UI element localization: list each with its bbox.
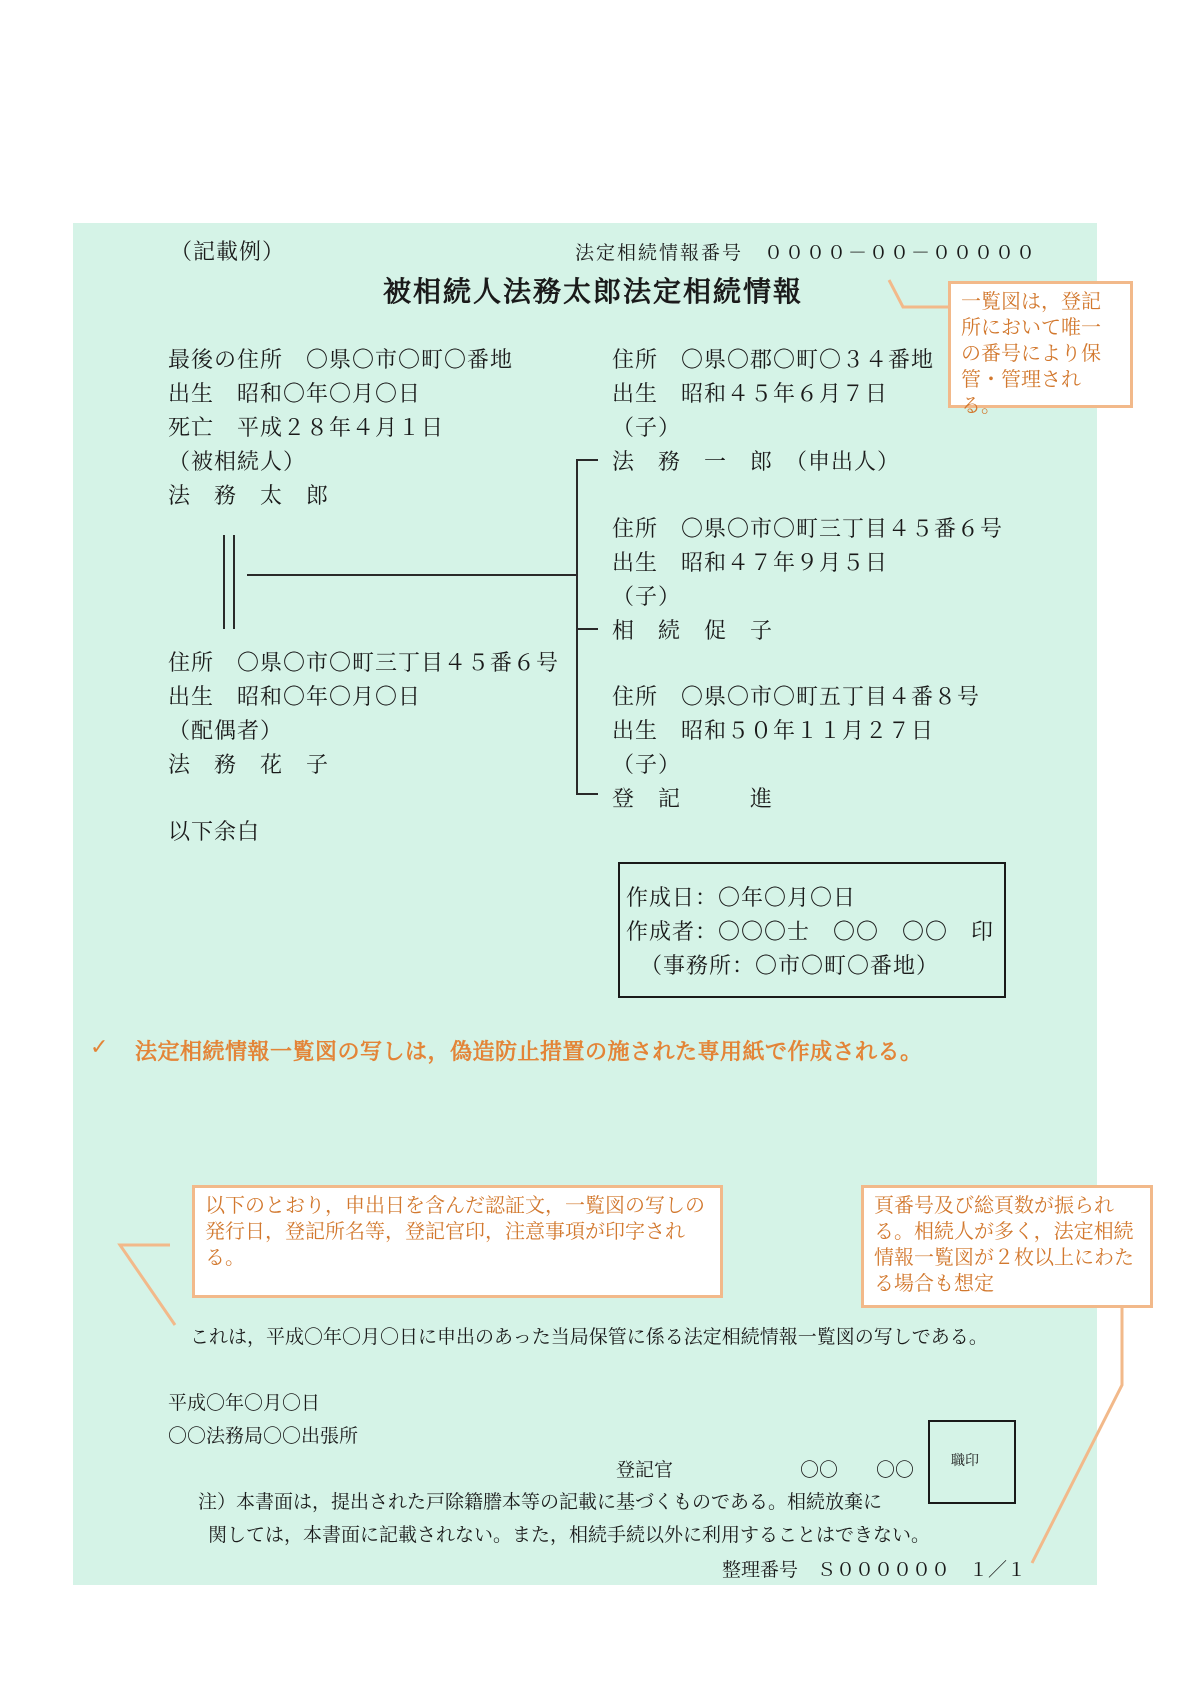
child1-address: 住所 〇県〇郡〇町〇３４番地 [612, 348, 935, 373]
registry-office: 〇〇法務局〇〇出張所 [168, 1425, 359, 1447]
child3-address: 住所 〇県〇市〇町五丁目４番８号 [612, 685, 981, 710]
right-callout-leader [1032, 1307, 1122, 1563]
child1-name: 法 務 一 郎 （申出人） [612, 450, 901, 475]
creator-office: （事務所：〇市〇町〇番地） [640, 954, 940, 979]
decedent-birth: 出生 昭和〇年〇月〇日 [168, 382, 422, 407]
decedent-address: 最後の住所 〇県〇市〇町〇番地 [168, 348, 514, 373]
issue-date: 平成〇年〇月〇日 [168, 1392, 321, 1414]
decedent-name: 法 務 太 郎 [168, 484, 330, 509]
document-title: 被相続人法務太郎法定相続情報 [383, 275, 804, 308]
registrar-name: 〇〇 〇〇 [800, 1459, 915, 1481]
example-label: （記載例） [170, 240, 286, 265]
info-number: 法定相続情報番号 ００００－００－０００００ [575, 242, 1038, 264]
child2-relation: （子） [612, 585, 682, 610]
registrar-label: 登記官 [616, 1459, 674, 1481]
decedent-death: 死亡 平成２８年４月１日 [168, 416, 445, 441]
spouse-birth: 出生 昭和〇年〇月〇日 [168, 685, 422, 710]
blank-below-note: 以下余白 [168, 820, 261, 845]
child2-name: 相 続 促 子 [612, 619, 774, 644]
creator-author: 作成者：〇〇〇士 〇〇 〇〇 印 [626, 920, 995, 945]
child3-relation: （子） [612, 753, 682, 778]
caution-line-1: 注）本書面は，提出された戸除籍謄本等の記載に基づくものである。相続放棄に [198, 1491, 883, 1513]
callout-registry-number: 一覧図は，登記所において唯一の番号により保管・管理される。 [948, 281, 1133, 408]
certification-statement: これは，平成〇年〇月〇日に申出のあった当局保管に係る法定相続情報一覧図の写しである。 [190, 1326, 988, 1348]
official-seal-label: 職印 [951, 1453, 979, 1469]
callout-certification: 以下のとおり，申出日を含んだ認証文，一覧図の写しの発行日，登記所名等，登記官印，注意事項が印字される。 [192, 1185, 723, 1298]
child3-name: 登 記 進 [612, 787, 774, 812]
left-callout-leader [120, 1245, 175, 1325]
top-callout-leader [889, 280, 948, 307]
decedent-relation: （被相続人） [168, 450, 307, 475]
child1-birth: 出生 昭和４５年６月７日 [612, 382, 889, 407]
spouse-address: 住所 〇県〇市〇町三丁目４５番６号 [168, 651, 560, 676]
spouse-name: 法 務 花 子 [168, 753, 330, 778]
callout-page-number: 頁番号及び総頁数が振られる。相続人が多く，法定相続情報一覧図が２枚以上にわたる場合も想定 [861, 1185, 1153, 1308]
child1-relation: （子） [612, 416, 682, 441]
special-paper-note: 法定相続情報一覧図の写しは，偽造防止措置の施された専用紙で作成される。 [135, 1040, 923, 1065]
child2-birth: 出生 昭和４７年９月５日 [612, 551, 889, 576]
spouse-relation: （配偶者） [168, 719, 284, 744]
child3-birth: 出生 昭和５０年１１月２７日 [612, 719, 935, 744]
child2-address: 住所 〇県〇市〇町三丁目４５番６号 [612, 517, 1004, 542]
caution-line-2: 関しては，本書面に記載されない。また，相続手続以外に利用することはできない。 [208, 1524, 931, 1546]
reference-number: 整理番号 Ｓ００００００ １／１ [722, 1559, 1027, 1581]
check-icon: ✓ [90, 1035, 109, 1060]
creator-date: 作成日：〇年〇月〇日 [626, 886, 857, 911]
